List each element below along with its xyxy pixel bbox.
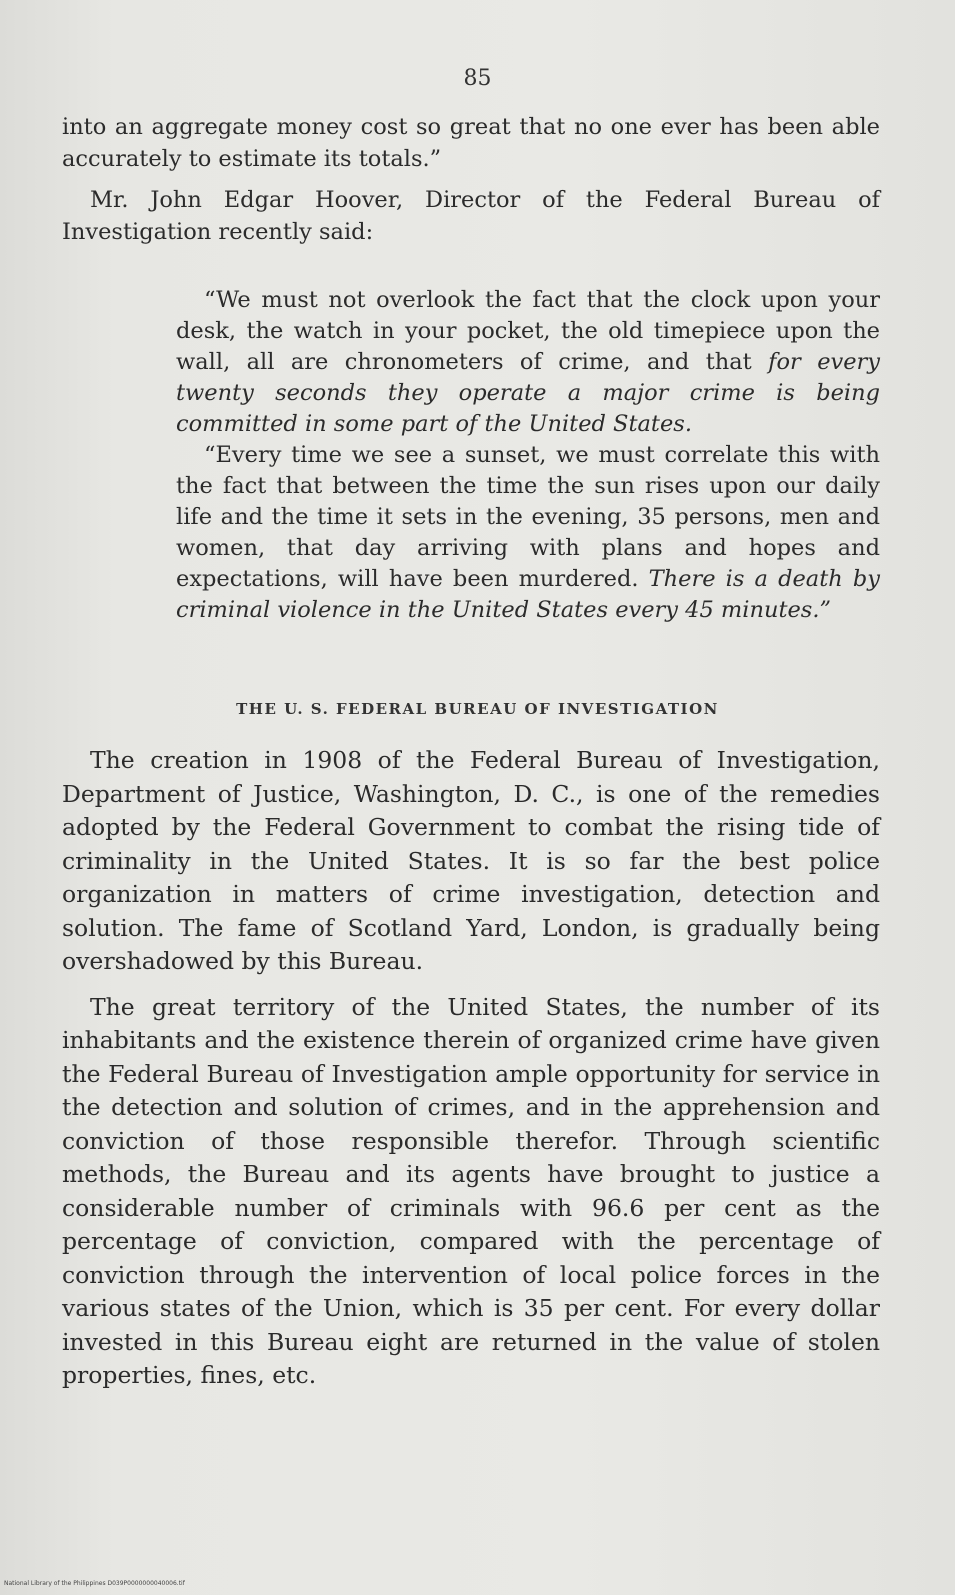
fbi-section-body <box>62 744 880 1393</box>
page-number: 85 <box>463 66 492 91</box>
intro-text <box>62 112 880 248</box>
quote-clock-text: “We must not overlook the fact that the clock upon your desk, the watch in your pocket, the old timepiece upon the wall, all are chronometers of crime, and that <box>176 287 880 375</box>
quote-paragraph-clock <box>176 285 880 440</box>
quote-sunset-text: “Every time we see a sunset, we must correlate this with the fact that between the time the sun rises upon our daily life and the time it sets in the evening, 35 persons, men and women, that day arriving with plans and hopes and expectations, will have been murdered. <box>176 442 880 592</box>
intro-paragraph-hoover: Mr. John Edgar Hoover, Director of the Federal Bureau of Investigation recently said: <box>62 187 880 245</box>
fbi-paragraph-territory: The great territory of the United States, the number of its inhabitants and the existence therein of organized crime have given the Federal Bureau of Investigation ample opportunity for service in the detection and solution of crimes, and in the apprehension and conviction of those responsible therefor. Through scientific methods, the Bureau and its agents have brought to justice a considerable number of criminals with 96.6 per cent as the percentage of conviction, compared with the percentage of conviction through the intervention of local police forces in the various states of the Union, which is 35 per cent. For every dollar invested in this Bureau eight are returned in the value of stolen properties, fines, etc. <box>62 992 880 1389</box>
quote-sunset-italic: There is a death by criminal violence in the United States every 45 minutes. <box>176 566 881 623</box>
quote-sunset-close: ” <box>819 597 832 623</box>
quote-paragraph-sunset <box>176 440 880 626</box>
fbi-paragraph-creation: The creation in 1908 of the Federal Bureau of Investigation, Department of Justice, Washington, D. C., is one of the remedies adopted by the Federal Government to combat the rising tide of criminality in the United States. It is so far the best police organization in matters of crime investigation, detection and solution. The fame of Scotland Yard, London, is gradually being overshadowed by this Bureau. <box>62 746 880 975</box>
section-heading: THE U. S. FEDERAL BUREAU OF INVESTIGATION <box>236 700 719 718</box>
intro-paragraph-continued: into an aggregate money cost so great that no one ever has been able accurately to estimate its totals.” <box>62 114 880 172</box>
hoover-quote <box>176 285 880 626</box>
scan-footer: National Library of the Philippines D039P0000000040006.tif <box>4 1580 185 1587</box>
quote-clock-italic: for every twenty seconds they operate a major crime is being committed in some part of the United States. <box>176 349 880 437</box>
